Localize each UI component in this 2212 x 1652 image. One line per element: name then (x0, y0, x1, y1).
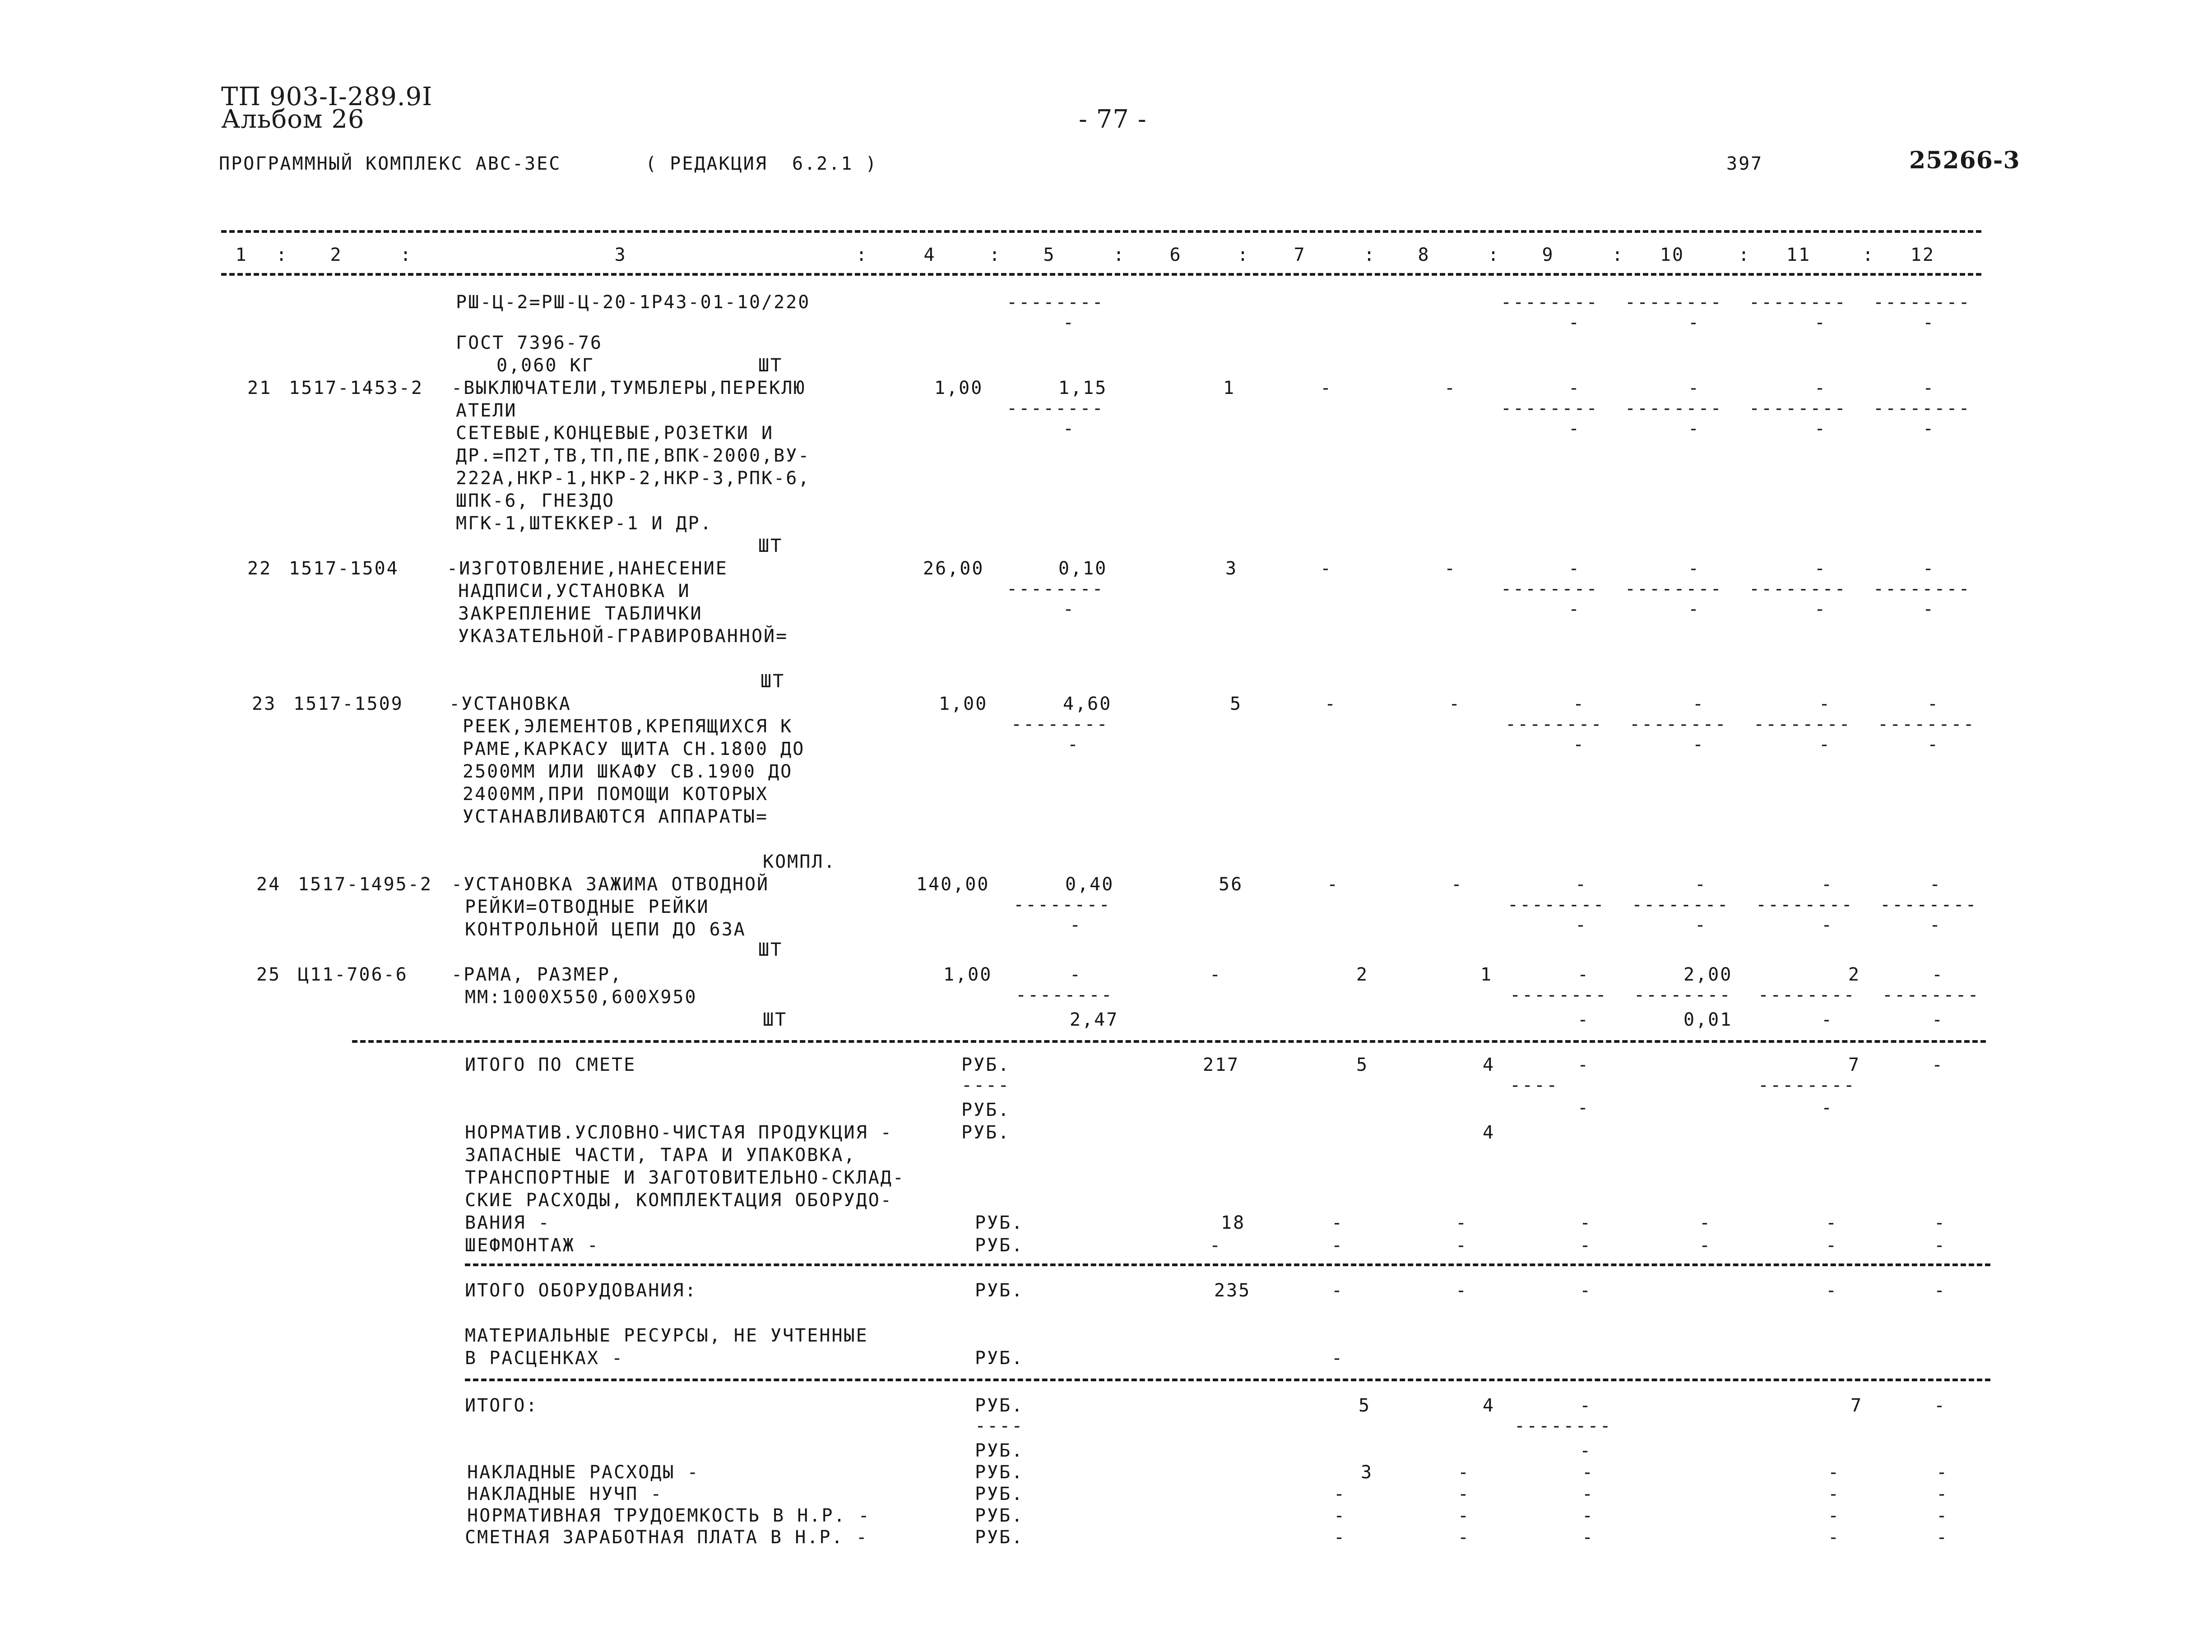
c12-underline: -------- (1880, 894, 1978, 915)
description-line: -ИЗГОТОВЛЕНИЕ,НАНЕСЕНИЕ (447, 558, 728, 579)
col-11-dash: - (1819, 694, 1832, 714)
description-line: РЕЙКИ=ОТВОДНЫЕ РЕЙКИ (465, 897, 710, 917)
col-separator: : (1738, 245, 1751, 265)
col-12-dash: - (1936, 1462, 1949, 1483)
col-12-dash: - (1934, 1395, 1947, 1416)
c9-dash: - (1573, 734, 1586, 755)
c9-underline: -------- (1507, 894, 1605, 915)
col-8-dash: - (1456, 1212, 1468, 1233)
currency-label: РУБ. (961, 1055, 1011, 1075)
unit-label: ШТ (758, 355, 783, 376)
totals-rule (352, 1040, 1986, 1043)
price-underline: -------- (1011, 714, 1109, 735)
col-11-dash: - (1828, 1505, 1841, 1526)
quantity: 1,00 (943, 964, 992, 985)
col-5-dash: - (1070, 964, 1082, 985)
description-line: 2500ММ ИЛИ ШКАФУ СВ.1900 ДО (463, 761, 793, 782)
col-header-11: 11 (1786, 245, 1811, 265)
c9-dash: - (1568, 599, 1581, 620)
col-separator: : (856, 245, 868, 265)
normative-line: ЗАПАСНЫЕ ЧАСТИ, ТАРА И УПАКОВКА, (465, 1145, 856, 1166)
c12-dash: - (1923, 418, 1935, 439)
description-line: 2400ММ,ПРИ ПОМОЩИ КОТОРЫХ (463, 784, 769, 805)
col-separator: : (400, 245, 413, 265)
smeta-col-7: 5 (1356, 1055, 1369, 1075)
row-number: 24 (256, 874, 281, 895)
col-9-dash: - (1568, 378, 1581, 398)
price-code: 1517-1509 (293, 694, 403, 714)
description-line: ДР.=П2Т,ТВ,ТП,ПЕ,ВПК-2000,ВУ- (456, 445, 811, 466)
currency-label: РУБ. (975, 1505, 1024, 1526)
col-6-value: 5 (1230, 694, 1243, 714)
c9-underline: -------- (1501, 578, 1599, 599)
c10-underline: -------- (1625, 578, 1723, 599)
c10-underline: -------- (1625, 398, 1723, 419)
description-line: -УСТАНОВКА (449, 694, 571, 714)
col-8-dash: - (1444, 558, 1457, 579)
col-7-dash: - (1334, 1527, 1346, 1548)
col-11-dash: - (1814, 378, 1827, 398)
description-line: РАМЕ,КАРКАСУ ЩИТА СН.1800 ДО (463, 739, 805, 759)
row-number: 25 (256, 964, 281, 985)
quantity: 1,00 (934, 378, 983, 398)
c9-dash: - (1568, 312, 1581, 333)
description-line: -ВЫКЛЮЧАТЕЛИ,ТУМБЛЕРЫ,ПЕРЕКЛЮ (451, 378, 806, 398)
c11-underline: -------- (1749, 292, 1847, 313)
album-label: Альбом 26 (221, 105, 365, 134)
currency-label: РУБ. (975, 1440, 1024, 1461)
unit-price: 0,10 (1058, 558, 1108, 579)
currency-label: РУБ. (975, 1235, 1024, 1256)
quantity: 1,00 (939, 694, 988, 714)
col-separator: : (1237, 245, 1250, 265)
c11-dash: - (1814, 599, 1827, 620)
price-dash: - (1067, 734, 1080, 755)
materials-line: В РАСЦЕНКАХ - (465, 1348, 624, 1369)
equipment-rule (465, 1263, 1990, 1266)
col-10-dash: - (1693, 694, 1705, 714)
col-11-dash: - (1826, 1212, 1838, 1233)
currency-label: РУБ. (975, 1395, 1024, 1416)
description-line: УСТАНАВЛИВАЮТСЯ АППАРАТЫ= (463, 806, 769, 827)
col-separator: : (1612, 245, 1624, 265)
col-8-dash: - (1458, 1527, 1470, 1548)
normative-col-8: 4 (1483, 1122, 1495, 1143)
continuation-text: РШ-Ц-2=РШ-Ц-20-1Р43-01-10/220 (456, 292, 811, 313)
col-7-dash: - (1331, 1212, 1344, 1233)
itogo-col-8: 4 (1483, 1395, 1495, 1416)
price-underline: -------- (1006, 292, 1104, 313)
c11-dash: - (1814, 418, 1827, 439)
currency-underline: ---- (961, 1075, 1011, 1096)
col-7-dash: - (1331, 1235, 1344, 1256)
col-8-dash: - (1444, 378, 1457, 398)
col-12-dash: - (1934, 1235, 1947, 1256)
col-7-dash: - (1327, 874, 1340, 895)
itogo-rule (465, 1379, 1990, 1381)
page-number: - 77 - (1079, 105, 1147, 134)
col-7-dash: - (1320, 378, 1333, 398)
normative-line: ТРАНСПОРТНЫЕ И ЗАГОТОВИТЕЛЬНО-СКЛАД- (465, 1167, 905, 1188)
col-9-dash: - (1582, 1484, 1595, 1504)
col-header-10: 10 (1660, 245, 1685, 265)
col-6-value: 56 (1219, 874, 1243, 895)
materials-line: МАТЕРИАЛЬНЫЕ РЕСУРСЫ, НЕ УЧТЕННЫЕ (465, 1325, 868, 1346)
col-12-dash: - (1923, 558, 1935, 579)
smeta-col-8: 4 (1483, 1055, 1495, 1075)
col-9-dash: - (1580, 1235, 1592, 1256)
row-number: 22 (247, 558, 272, 579)
c12-underline: -------- (1873, 398, 1971, 419)
col-6-dash: - (1210, 1235, 1222, 1256)
c11-underline: -------- (1756, 894, 1854, 915)
col-10-dash: - (1688, 378, 1701, 398)
col-7-value: 2 (1356, 964, 1369, 985)
c11-dash: - (1821, 1009, 1834, 1030)
c11-dash: - (1821, 915, 1834, 935)
col-10-dash: - (1688, 558, 1701, 579)
col-12-dash: - (1934, 1212, 1947, 1233)
c12-dash: - (1932, 1009, 1944, 1030)
c9-dash: - (1568, 418, 1581, 439)
col-12-dash: - (1932, 964, 1944, 985)
unit-label: ШТ (758, 536, 783, 556)
col-9-dash: - (1582, 1462, 1595, 1483)
smeta-col-6: 217 (1203, 1055, 1240, 1075)
c11-underline: -------- (1758, 985, 1856, 1005)
col-11-dash: - (1828, 1527, 1841, 1548)
program-title: ПРОГРАММНЫЙ КОМПЛЕКС АВС-3ЕС (219, 153, 561, 174)
c11-underline: -------- (1753, 714, 1851, 735)
header-top-rule (221, 230, 1981, 233)
equipment-total-label: ИТОГО ОБОРУДОВАНИЯ: (465, 1280, 697, 1301)
price-code: 1517-1453-2 (289, 378, 423, 398)
currency-label: РУБ. (975, 1484, 1024, 1504)
header-bottom-rule (221, 273, 1981, 276)
unit-label: КОМПЛ. (763, 851, 836, 872)
overhead-nuch-label: НАКЛАДНЫЕ НУЧП - (467, 1484, 663, 1504)
c12-dash: - (1923, 312, 1935, 333)
c10-underline: -------- (1634, 985, 1732, 1005)
normative-line: НОРМАТИВ.УСЛОВНО-ЧИСТАЯ ПРОДУКЦИЯ - (465, 1122, 893, 1143)
currency-label: РУБ. (975, 1348, 1024, 1369)
c9-dash: - (1580, 1440, 1592, 1461)
labor-label: НОРМАТИВНАЯ ТРУДОЕМКОСТЬ В Н.Р. - (467, 1505, 871, 1526)
c10-dash: - (1688, 599, 1701, 620)
normative-line: ВАНИЯ - (465, 1212, 551, 1233)
description-line: РЕЕК,ЭЛЕМЕНТОВ,КРЕПЯЩИХСЯ К (463, 716, 793, 737)
price-code: 1517-1495-2 (298, 874, 432, 895)
normative-line: СКИЕ РАСХОДЫ, КОМПЛЕКТАЦИЯ ОБОРУДО- (465, 1190, 893, 1211)
c10-underline: -------- (1632, 894, 1730, 915)
smeta-total-label: ИТОГО ПО СМЕТЕ (465, 1055, 636, 1075)
c9-underline: -------- (1501, 398, 1599, 419)
col-header-2: 2 (330, 245, 343, 265)
col-8-value: 1 (1480, 964, 1493, 985)
currency-underline: ---- (975, 1416, 1024, 1436)
description-line: СЕТЕВЫЕ,КОНЦЕВЫЕ,РОЗЕТКИ И (456, 423, 774, 444)
col-7-dash: - (1325, 694, 1337, 714)
col-9-dash: - (1580, 1212, 1592, 1233)
c10-dash: - (1695, 915, 1707, 935)
col-12-dash: - (1934, 1280, 1947, 1301)
col-9-dash: - (1582, 1505, 1595, 1526)
price-dash: - (1063, 418, 1076, 439)
gost-reference: ГОСТ 7396-76 (456, 333, 603, 353)
quantity: 140,00 (916, 874, 990, 895)
col-header-9: 9 (1542, 245, 1554, 265)
col-9-dash: - (1580, 1280, 1592, 1301)
sheet-number: 397 (1726, 153, 1763, 174)
col-header-3: 3 (614, 245, 627, 265)
overhead-col-7: 3 (1361, 1462, 1373, 1483)
c12-underline: -------- (1873, 292, 1971, 313)
col-12-dash: - (1927, 694, 1940, 714)
overhead-label: НАКЛАДНЫЕ РАСХОДЫ - (467, 1462, 700, 1483)
col-11-value: 2 (1848, 964, 1861, 985)
c11-dash: - (1819, 734, 1832, 755)
c9-dash: - (1577, 1009, 1590, 1030)
col-6-dash: - (1210, 964, 1222, 985)
c9-dash: - (1575, 915, 1588, 935)
description-line: -РАМА, РАЗМЕР, (451, 964, 623, 985)
description-line: ММ:1000Х550,600Х950 (465, 987, 697, 1008)
col-7-dash: - (1334, 1505, 1346, 1526)
col-11-dash: - (1828, 1484, 1841, 1504)
price-dash: - (1063, 599, 1076, 620)
price-code: 1517-1504 (289, 558, 399, 579)
unit-price: 0,40 (1065, 874, 1114, 895)
unit-price: 1,15 (1058, 378, 1108, 398)
col-separator: : (1488, 245, 1500, 265)
unit-label: ШТ (758, 939, 783, 960)
col-12-dash: - (1936, 1527, 1949, 1548)
col-7-dash: - (1320, 558, 1333, 579)
col-9-dash: - (1573, 694, 1586, 714)
description-line: НАДПИСИ,УСТАНОВКА И (458, 581, 691, 602)
archive-number: 25266-3 (1909, 147, 2020, 174)
col-9-dash: - (1580, 1395, 1592, 1416)
c11-dash: - (1814, 312, 1827, 333)
c12-underline: -------- (1882, 985, 1980, 1005)
col-8-dash: - (1456, 1235, 1468, 1256)
col-separator: : (1862, 245, 1875, 265)
price-code: Ц11-706-6 (298, 964, 408, 985)
col-10-dash: - (1695, 874, 1707, 895)
col-separator: : (1113, 245, 1126, 265)
col-9-dash: - (1577, 964, 1590, 985)
unit-weight: 0,060 КГ (496, 355, 594, 376)
description-line: АТЕЛИ (456, 400, 517, 421)
col-10-dash: - (1699, 1235, 1712, 1256)
col-7-dash: - (1331, 1280, 1344, 1301)
unit-price-2: 2,47 (1070, 1009, 1119, 1030)
smeta-col-12-dash: - (1932, 1055, 1944, 1075)
col-header-1: 1 (235, 245, 248, 265)
col-header-5: 5 (1043, 245, 1056, 265)
col-7-dash: - (1331, 1348, 1344, 1369)
c10-underline: -------- (1629, 714, 1727, 735)
c9-dash: - (1577, 1097, 1590, 1118)
quantity: 26,00 (923, 558, 984, 579)
itogo-label: ИТОГО: (465, 1395, 538, 1416)
currency-label: РУБ. (975, 1527, 1024, 1548)
col-12-dash: - (1923, 378, 1935, 398)
komplekt-col-6: 18 (1221, 1212, 1246, 1233)
price-dash: - (1063, 312, 1076, 333)
shefmontazh-label: ШЕФМОНТАЖ - (465, 1235, 599, 1256)
col-9-dash: - (1582, 1527, 1595, 1548)
description-line: УКАЗАТЕЛЬНОЙ-ГРАВИРОВАННОЙ= (458, 626, 788, 647)
c10-dash: - (1688, 312, 1701, 333)
itogo-col-7: 5 (1359, 1395, 1371, 1416)
price-underline: -------- (1006, 578, 1104, 599)
col-separator: : (276, 245, 288, 265)
col-12-dash: - (1929, 874, 1942, 895)
c9-underline: -------- (1514, 1416, 1612, 1436)
price-underline: -------- (1013, 894, 1111, 915)
c11-underline: -------- (1749, 578, 1847, 599)
col-10-value: 2,00 (1683, 964, 1733, 985)
currency-label: РУБ. (961, 1100, 1011, 1120)
c11-dash: - (1821, 1097, 1834, 1118)
col-12-dash: - (1936, 1484, 1949, 1504)
smeta-col-9-dash: - (1577, 1055, 1590, 1075)
col-9-dash: - (1568, 558, 1581, 579)
currency-label: РУБ. (961, 1122, 1011, 1143)
c12-dash: - (1923, 599, 1935, 620)
col-separator: : (1363, 245, 1376, 265)
edition-label: ( РЕДАКЦИЯ 6.2.1 ) (645, 153, 878, 174)
price-underline: -------- (1016, 985, 1113, 1005)
row-number: 21 (247, 378, 272, 398)
col-9-dash: - (1575, 874, 1588, 895)
c12-underline: -------- (1873, 578, 1971, 599)
c11-underline: -------- (1758, 1075, 1856, 1096)
col-12-dash: - (1936, 1505, 1949, 1526)
col-11-dash: - (1826, 1235, 1838, 1256)
price-dash: - (1070, 915, 1082, 935)
description-line: 222А,НКР-1,НКР-2,НКР-3,РПК-6, (456, 468, 811, 489)
col-header-12: 12 (1910, 245, 1935, 265)
c10-dash: - (1693, 734, 1705, 755)
c9-underline: ---- (1510, 1075, 1559, 1096)
col-header-7: 7 (1294, 245, 1306, 265)
c9-underline: -------- (1501, 292, 1599, 313)
c12-dash: - (1927, 734, 1940, 755)
description-line: -УСТАНОВКА ЗАЖИМА ОТВОДНОЙ (451, 874, 770, 895)
col-header-6: 6 (1169, 245, 1182, 265)
row-number: 23 (252, 694, 277, 714)
col-11-dash: - (1814, 558, 1827, 579)
price-underline: -------- (1006, 398, 1104, 419)
col-10-dash: - (1699, 1212, 1712, 1233)
col-8-dash: - (1456, 1280, 1468, 1301)
unit-label: ШТ (761, 671, 785, 692)
col-header-4: 4 (923, 245, 936, 265)
col-6-value: 1 (1223, 378, 1236, 398)
currency-label: РУБ. (975, 1212, 1024, 1233)
c12-underline: -------- (1878, 714, 1975, 735)
col-6-value: 3 (1225, 558, 1238, 579)
col-8-dash: - (1458, 1505, 1470, 1526)
description-line: ЗАКРЕПЛЕНИЕ ТАБЛИЧКИ (458, 603, 703, 624)
col-8-dash: - (1449, 694, 1461, 714)
salary-label: СМЕТНАЯ ЗАРАБОТНАЯ ПЛАТА В Н.Р. - (465, 1527, 868, 1548)
col-11-dash: - (1828, 1462, 1841, 1483)
c12-dash: - (1929, 915, 1942, 935)
currency-label: РУБ. (975, 1462, 1024, 1483)
col-8-dash: - (1458, 1484, 1470, 1504)
col-8-dash: - (1458, 1462, 1470, 1483)
equipment-col-6: 235 (1214, 1280, 1251, 1301)
col-separator: : (989, 245, 1002, 265)
col-header-8: 8 (1418, 245, 1430, 265)
col-10-value-2: 0,01 (1683, 1009, 1733, 1030)
col-8-dash: - (1451, 874, 1464, 895)
itogo-col-11: 7 (1850, 1395, 1863, 1416)
c9-underline: -------- (1505, 714, 1603, 735)
description-line: КОНТРОЛЬНОЙ ЦЕПИ ДО 63А (465, 919, 746, 940)
col-11-dash: - (1821, 874, 1834, 895)
description-line: МГК-1,ШТЕККЕР-1 И ДР. (456, 513, 713, 534)
currency-label: РУБ. (975, 1280, 1024, 1301)
document-code: ТП 903-I-289.9I (221, 82, 433, 111)
c10-dash: - (1688, 418, 1701, 439)
smeta-col-11: 7 (1848, 1055, 1861, 1075)
col-11-dash: - (1826, 1280, 1838, 1301)
description-line: ШПК-6, ГНЕЗДО (456, 491, 615, 511)
c9-underline: -------- (1510, 985, 1608, 1005)
unit-price: 4,60 (1063, 694, 1112, 714)
c10-underline: -------- (1625, 292, 1723, 313)
c11-underline: -------- (1749, 398, 1847, 419)
unit-label: ШТ (763, 1009, 788, 1030)
col-7-dash: - (1334, 1484, 1346, 1504)
